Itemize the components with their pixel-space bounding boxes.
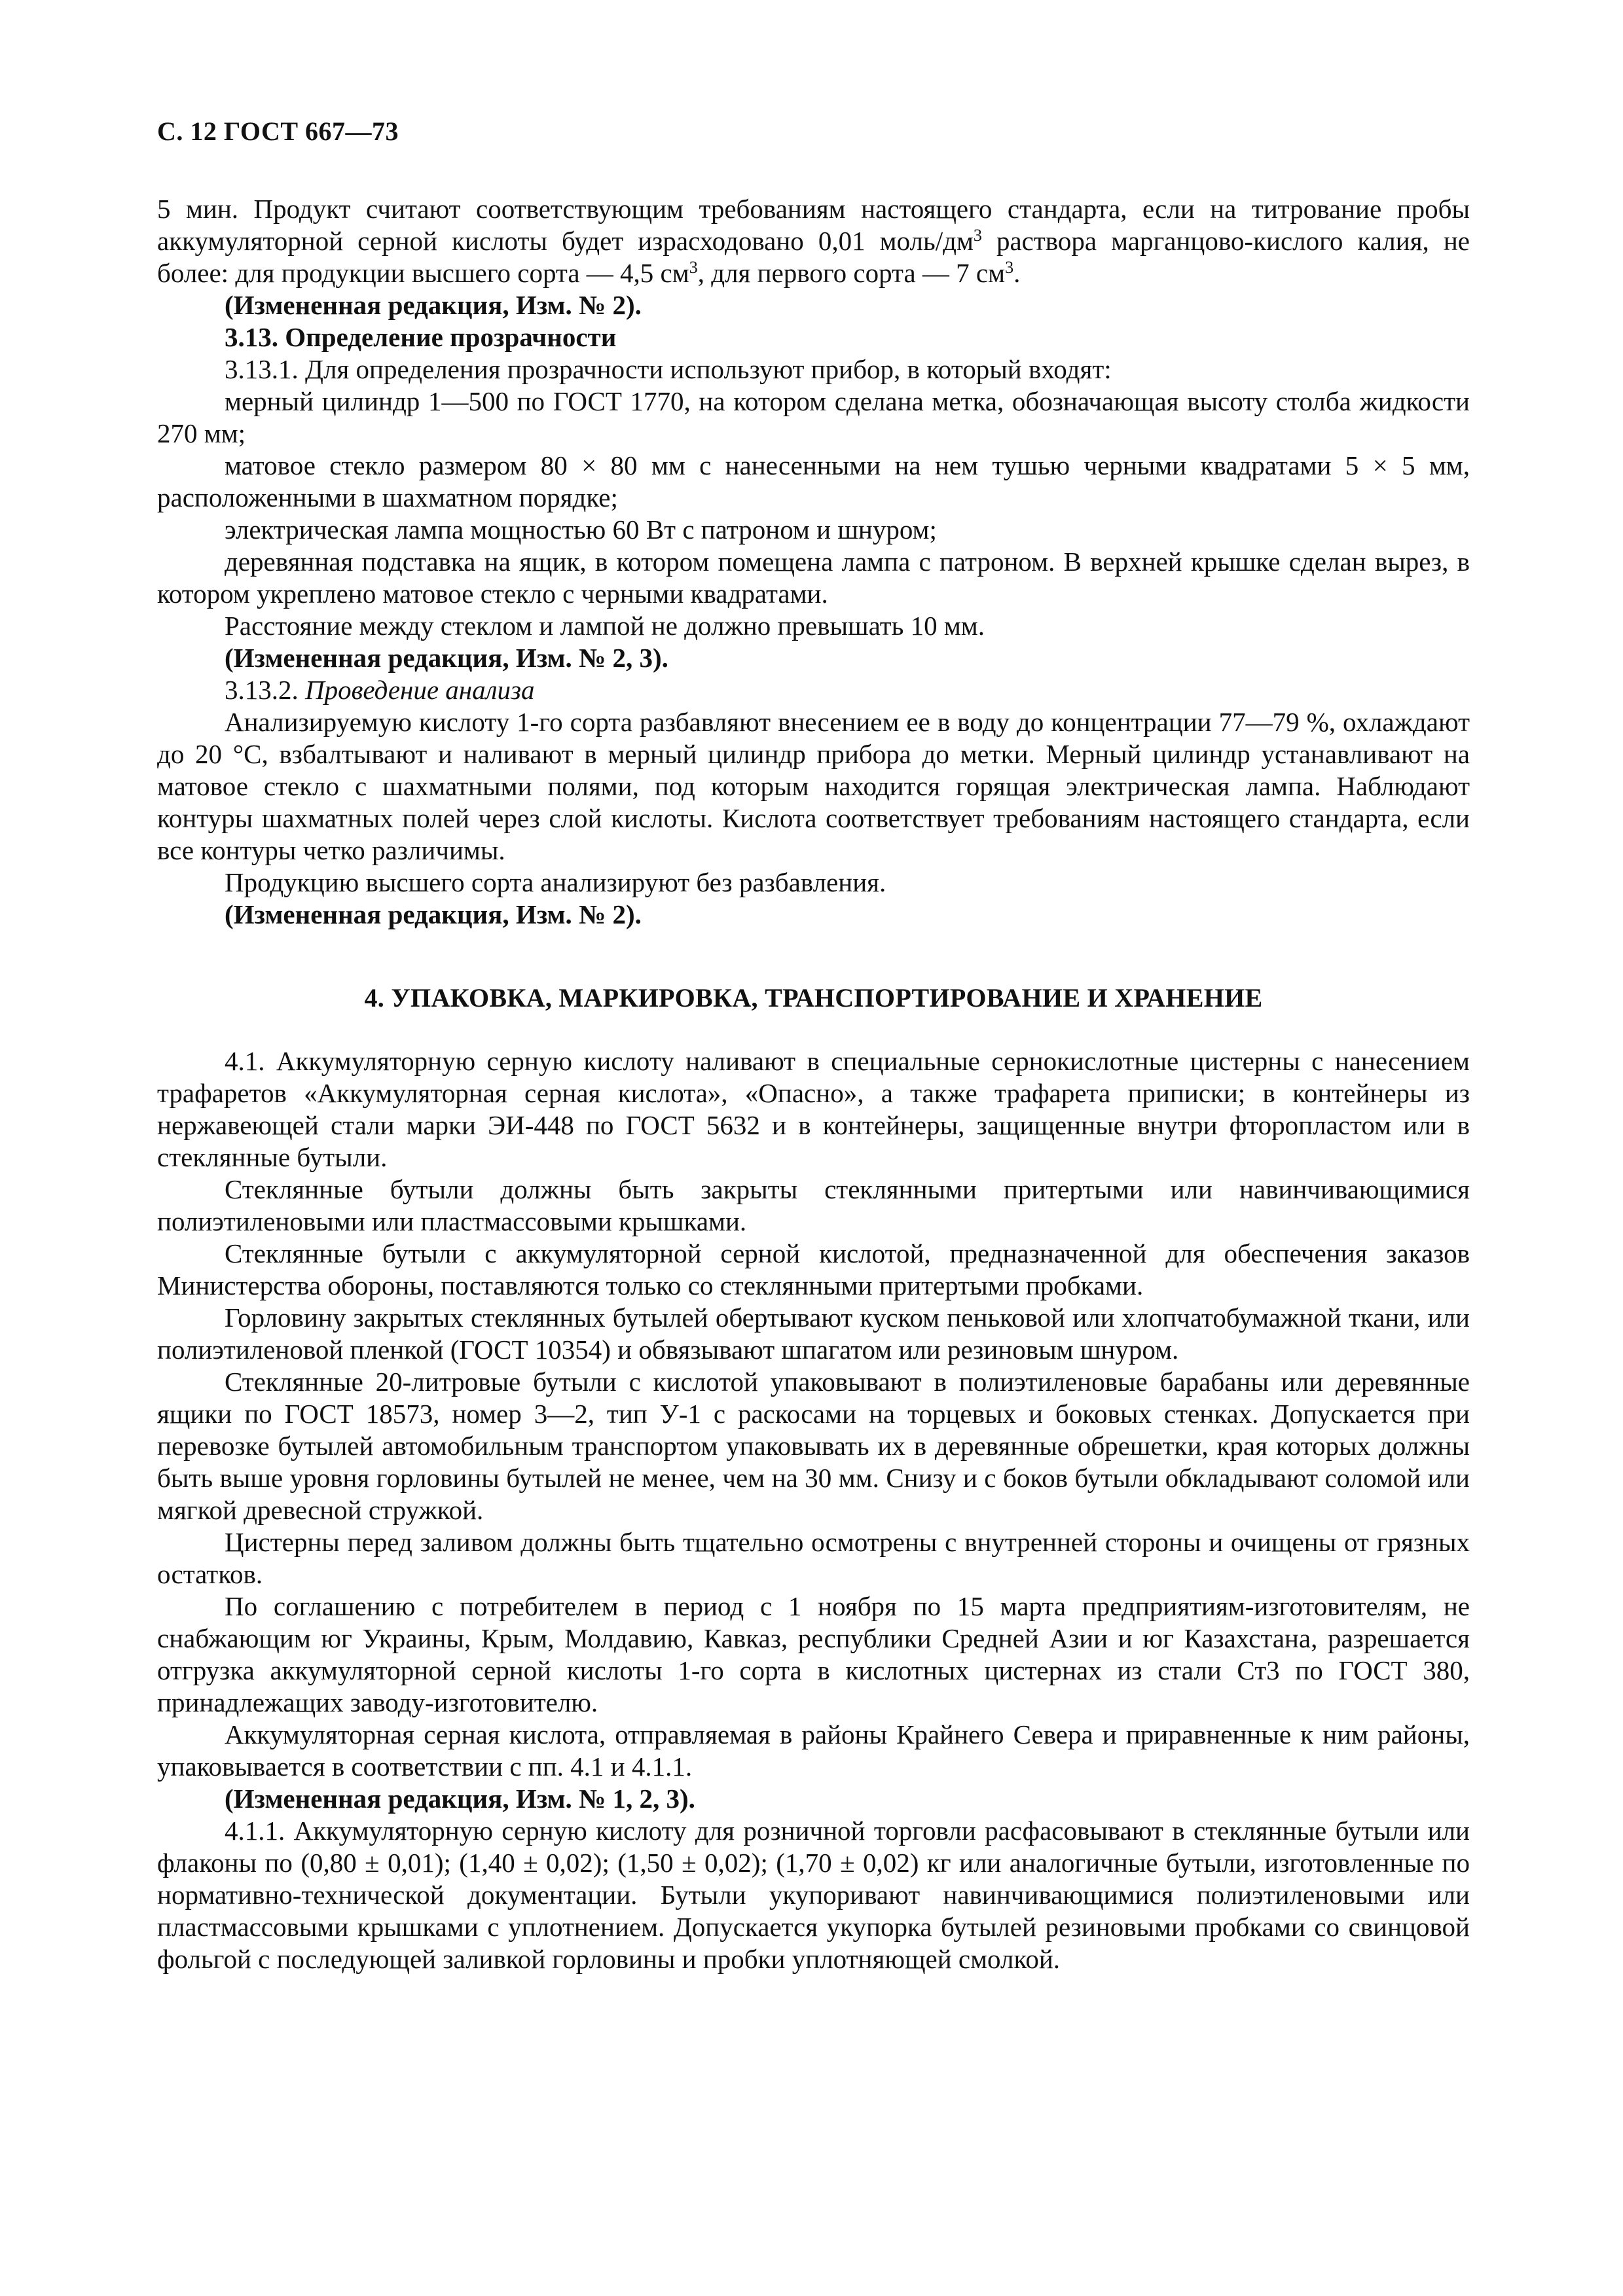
list-item-lamp: электрическая лампа мощностью 60 Вт с патроном и шнуром; xyxy=(225,514,937,545)
paragraph-3-13-1: 3.13.1. Для определения прозрачности используют прибор, в который входят: xyxy=(225,354,1112,384)
section-4-title: 4. УПАКОВКА, МАРКИРОВКА, ТРАНСПОРТИРОВАНИЕ И ХРАНЕНИЕ xyxy=(364,983,1263,1013)
amendment-note: (Измененная редакция, Изм. № 2). xyxy=(225,290,642,320)
paragraph-4-1-1: 4.1.1. Аккумуляторную серную кислоту для розничной торговли расфасовывают в стеклянные бутыли или флаконы по (0,80 ± 0,01); (1,40 ± 0,02); (1,50 ± 0,02); (1,70 ± 0,02) кг или аналогичные бутыли, изготовленные по нормативно-технической документации. Бутыли укупоривают навинчивающимися полиэтиленовыми или пластмассовыми крышками с уплотнением. Допускается укупорка бутылей резиновыми пробками со свинцовой фольгой с последующей заливкой горловины и пробки уплотняющей смолкой. xyxy=(157,1816,1470,1974)
paragraph-distance: Расстояние между стеклом и лампой не должно превышать 10 мм. xyxy=(225,611,985,641)
document-body xyxy=(157,193,1470,1975)
paragraph-top-grade: Продукцию высшего сорта анализируют без разбавления. xyxy=(225,867,886,897)
list-item-glass: матовое стекло размером 80 × 80 мм с нанесенными на нем тушью черными квадратами 5 × 5 мм, расположенными в шахматном порядке; xyxy=(157,450,1470,512)
paragraph-20l-bottles: Стеклянные 20-литровые бутыли с кислотой упаковывают в полиэтиленовые барабаны или деревянные ящики по ГОСТ 18573, номер 3—2, тип У-1 с раскосами на торцевых и боковых стенках. Допускается при перевозке бутылей автомобильным транспортом упаковывать их в деревянные обрешетки, края которых должны быть выше уровня горловины бутылей не менее, чем на 30 мм. Снизу и с боков бутыли обкладывают соломой или мягкой древесной стружкой. xyxy=(157,1367,1470,1525)
amendment-note: (Измененная редакция, Изм. № 2, 3). xyxy=(225,643,668,673)
paragraph-titration: 5 мин. Продукт считают соответствующим требованиям настоящего стандарта, если на титрование пробы аккумуляторной серной кислоты будет израсходовано 0,01 моль/$дм^3$ раствора марганцово-кислого калия, не более: для продукции высшего сорта — 4,5 $см^3$, для первого сорта — 7 $см^3$. xyxy=(157,194,1470,288)
paragraph-far-north: Аккумуляторная серная кислота, отправляемая в районы Крайнего Севера и приравненные к ним районы, упаковывается в соответствии с пп. 4.1 и 4.1.1. xyxy=(157,1719,1470,1782)
paragraph-neck-wrap: Горловину закрытых стеклянных бутылей обертывают куском пеньковой или хлопчатобумажной ткани, или полиэтиленовой пленкой (ГОСТ 10354) и обвязывают шпагатом или резиновым шнуром. xyxy=(157,1302,1470,1365)
paragraph-analysis: Анализируемую кислоту 1-го сорта разбавляют внесением ее в воду до концентрации 77—79 %, охлаждают до 20 °С, взбалтывают и наливают в мерный цилиндр прибора до метки. Мерный цилиндр устанавливают на матовое стекло с шахматными полями, под которым находится горящая электрическая лампа. Наблюдают контуры шахматных полей через слой кислоты. Кислота соответствует требованиям настоящего стандарта, если все контуры четко различимы. xyxy=(157,707,1470,865)
paragraph-agreement: По соглашению с потребителем в период с 1 ноября по 15 марта предприятиям-изготовителям, не снабжающим юг Украины, Крым, Молдавию, Кавказ, республики Средней Азии и юг Казахстана, разрешается отгрузка аккумуляторной серной кислоты 1-го сорта в кислотных цистернах из стали Ст3 по ГОСТ 380, принадлежащих заводу-изготовителю. xyxy=(157,1591,1470,1717)
amendment-note: (Измененная редакция, Изм. № 1, 2, 3). xyxy=(225,1784,695,1814)
list-item-stand: деревянная подставка на ящик, в котором помещена лампа с патроном. В верхней крышке сделан вырез, в котором укреплено матовое стекло с черными квадратами. xyxy=(157,547,1470,609)
amendment-note: (Измененная редакция, Изм. № 2). xyxy=(225,899,642,929)
section-heading-3-13-2: 3.13.2. Проведение анализа xyxy=(225,675,535,705)
page-header: С. 12 ГОСТ 667—73 xyxy=(157,117,399,146)
paragraph-tanks: Цистерны перед заливом должны быть тщательно осмотрены с внутренней стороны и очищены от грязных остатков. xyxy=(157,1527,1470,1589)
list-item-cylinder: мерный цилиндр 1—500 по ГОСТ 1770, на котором сделана метка, обозначающая высоту столба жидкости 270 мм; xyxy=(157,386,1470,448)
paragraph-4-1: 4.1. Аккумуляторную серную кислоту наливают в специальные сернокислотные цистерны с нанесением трафаретов «Аккумуляторная серная кислота», «Опасно», а также трафарета приписки; в контейнеры из нержавеющей стали марки ЭИ-448 по ГОСТ 5632 и в контейнеры, защищенные внутри фторопластом или в стеклянные бутыли. xyxy=(157,1046,1470,1172)
paragraph-defense: Стеклянные бутыли с аккумуляторной серной кислотой, предназначенной для обеспечения заказов Министерства обороны, поставляются только со стеклянными притертыми пробками. xyxy=(157,1238,1470,1300)
paragraph-bottles-closed: Стеклянные бутыли должны быть закрыты стеклянными притертыми или навинчивающимися полиэтиленовыми или пластмассовыми крышками. xyxy=(157,1174,1470,1236)
section-heading-3-13: 3.13. Определение прозрачности xyxy=(225,322,617,352)
